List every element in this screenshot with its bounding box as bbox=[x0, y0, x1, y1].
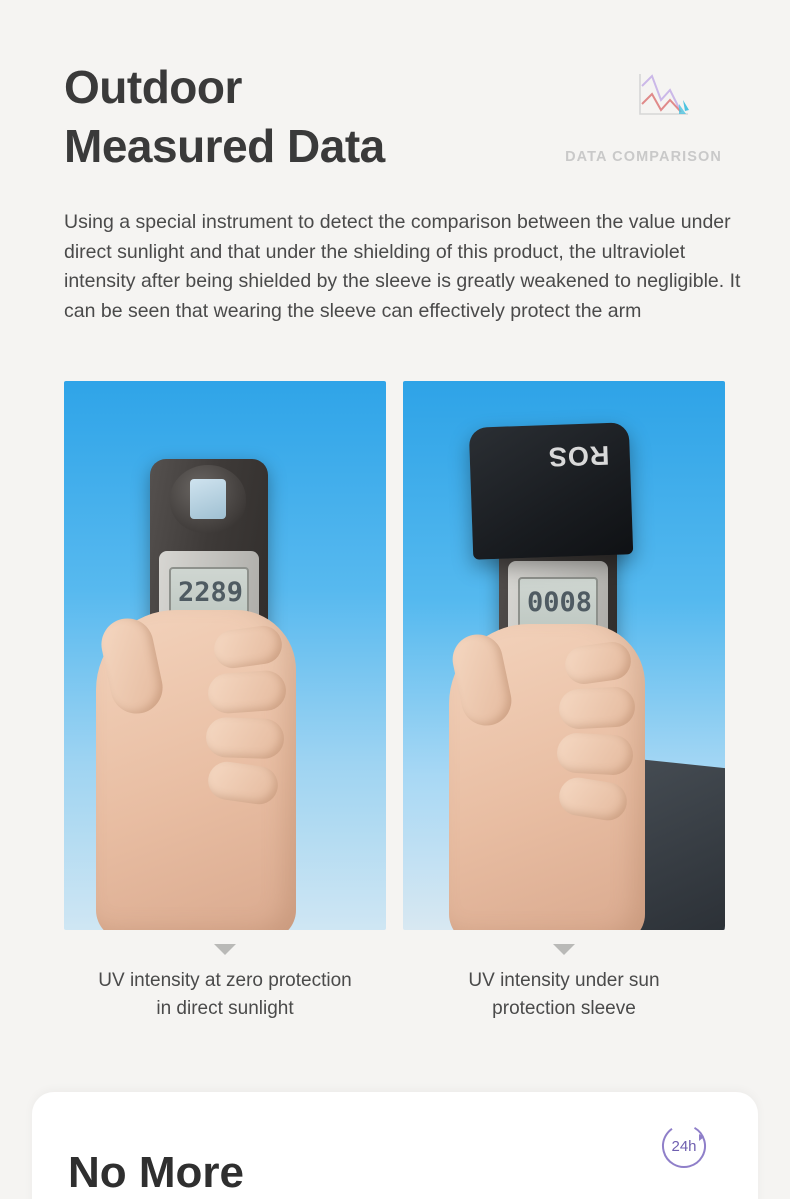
bottom-section-title: No More bbox=[68, 1148, 244, 1197]
intro-paragraph: Using a special instrument to detect the comparison between the value under direct sunlight and that under the shielding of this product, the ultraviolet intensity after being shielded by the sleeve is greatly weakened to negligible. It can be seen that wearing the sleeve can effectively protect the arm bbox=[64, 211, 741, 322]
finger bbox=[207, 669, 288, 714]
finger bbox=[563, 640, 634, 687]
sensor-glass bbox=[190, 479, 226, 519]
all-day-badge bbox=[658, 1120, 710, 1172]
data-comparison-badge bbox=[496, 70, 726, 165]
sleeve-logo-text: ROS bbox=[547, 439, 611, 473]
caption-right-line-2: protection sleeve bbox=[492, 997, 636, 1019]
page-title-line-1: Outdoor bbox=[64, 61, 242, 113]
data-comparison-label: DATA COMPARISON bbox=[565, 149, 722, 165]
photo-sleeve-shielded bbox=[403, 381, 725, 930]
finger bbox=[556, 775, 629, 823]
sun-protection-sleeve bbox=[469, 422, 634, 560]
caption-arrow-right bbox=[553, 944, 575, 955]
finger bbox=[205, 717, 284, 760]
finger bbox=[558, 686, 636, 730]
caption-right-line-1: UV intensity under sun bbox=[468, 970, 660, 991]
meter-reading-value: 2289 bbox=[177, 577, 243, 608]
comparison-panels bbox=[64, 381, 725, 1022]
finger bbox=[206, 759, 281, 806]
bottom-section-card bbox=[32, 1092, 758, 1199]
caption-arrow-left bbox=[214, 944, 236, 955]
all-day-badge-label: 24h bbox=[671, 1137, 697, 1155]
meter-sensor-head bbox=[170, 465, 246, 533]
line-chart-icon bbox=[634, 70, 692, 122]
photo-direct-sunlight bbox=[64, 381, 386, 930]
caption-left-line-1: UV intensity at zero protection bbox=[98, 970, 352, 991]
thumb bbox=[97, 614, 168, 719]
panel-left bbox=[64, 381, 386, 1022]
page-title bbox=[64, 58, 494, 176]
page-header bbox=[64, 58, 744, 176]
thumb bbox=[448, 630, 516, 730]
panel-right bbox=[403, 381, 725, 1022]
hand-left bbox=[96, 610, 296, 930]
hand-right bbox=[449, 624, 645, 930]
meter-reading-value: 0008 bbox=[526, 587, 592, 618]
finger bbox=[212, 623, 285, 670]
finger bbox=[556, 732, 634, 776]
caption-left-line-2: in direct sunlight bbox=[156, 997, 294, 1019]
caption-left bbox=[64, 967, 386, 1022]
caption-right bbox=[403, 967, 725, 1022]
page-title-line-2: Measured Data bbox=[64, 119, 385, 172]
